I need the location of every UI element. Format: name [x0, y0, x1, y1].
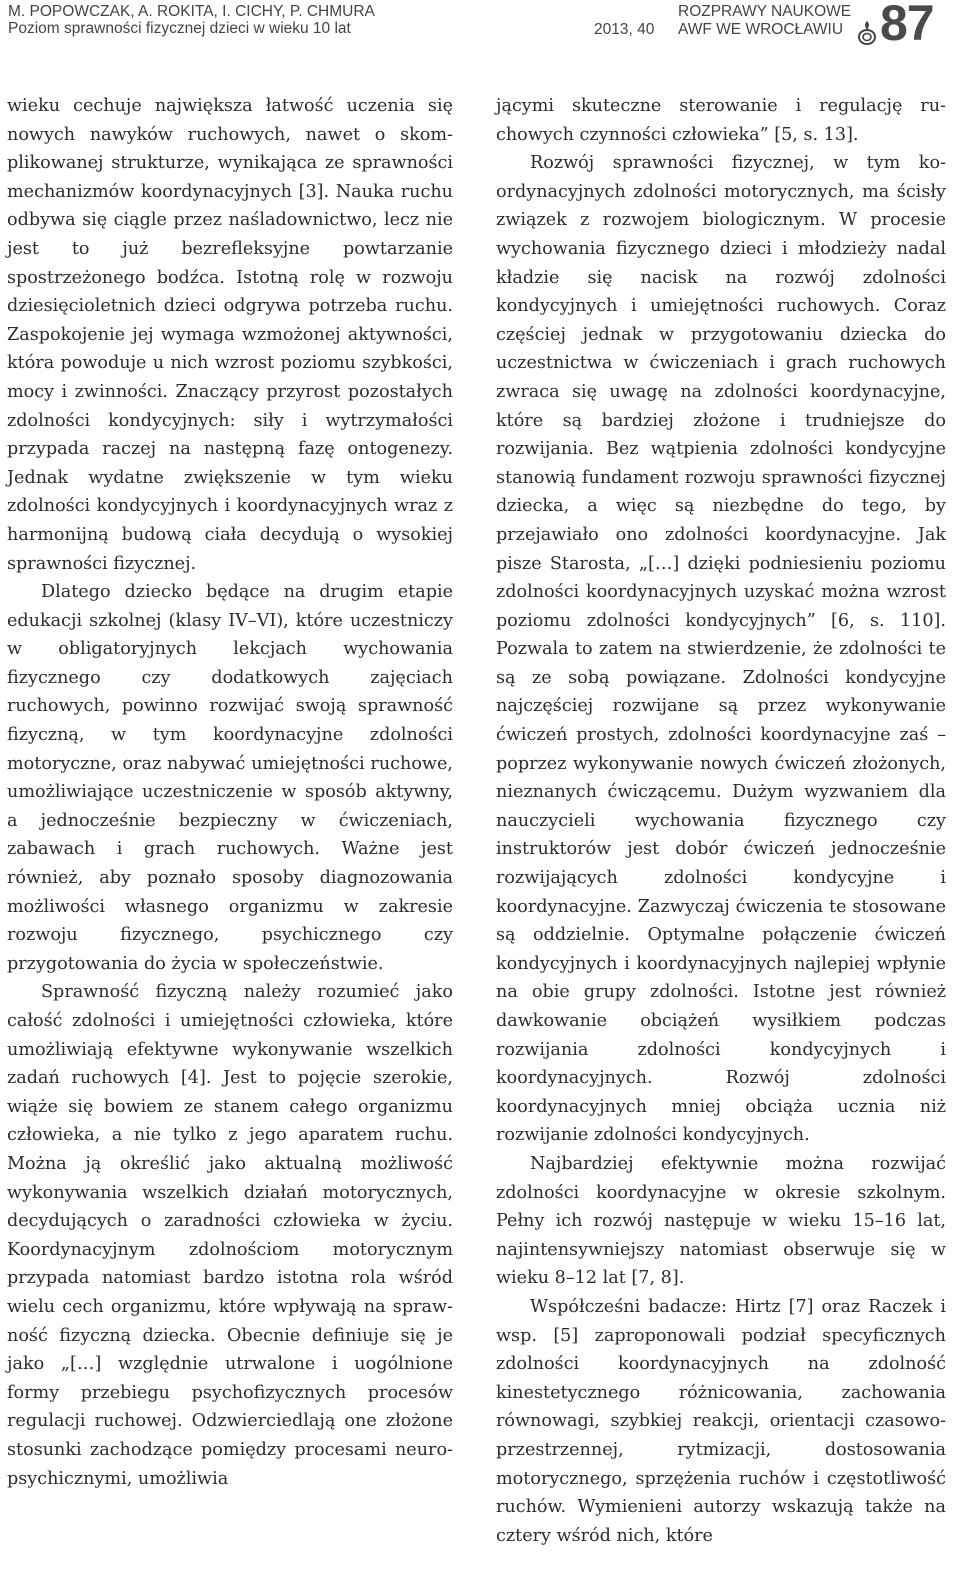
- journal-line-1: ROZPRAWY NAUKOWE: [678, 3, 852, 20]
- left-paragraph-1: wieku cechuje największa łatwość uczenia się nowych nawyków ruchowych, nawet o skomplikowanej strukturze, wynikająca ze sprawności mechanizmów koordynacyjnych [3]. Nauka ruchu odbywa się ciągle przez naśladownictwo, lecz nie jest to już bezrefleksyjne powtarzanie spostrzeżonego bodźca. Istotną rolę w rozwoju dziesięcioletnich dzieci odgrywa potrzeba ruchu. Zaspokojenie jej wymaga wzmożonej aktywności, która powoduje u nich wzrost poziomu szybkości, mocy i zwinności. Znaczący przyrost pozostałych zdolności kondycyjnych: siły i wytrzymałości przypada raczej na następną fazę ontogenezy. Jednak wydatne zwiększenie w tym wieku zdolności kondycyjnych i koordynacyjnych wraz z harmonijną budową ciała decydują o wysokiej sprawności fizycznej.: [7, 96, 453, 574]
- right-paragraph-1: jącymi skuteczne sterowanie i regulację ruchowych czynności człowieka” [5, s. 13].: [496, 96, 946, 145]
- running-header: [0, 0, 960, 52]
- header-journal-name: [678, 3, 851, 39]
- left-paragraph-2: Dlatego dziecko będące na drugim etapie edukacji szkolnej (klasy IV–VI), które uczestniczy w obligatoryjnych lekcjach wychowania fizycznego czy dodatkowych zajęciach ruchowych, powinno rozwijać swoją sprawność fizyczną, w tym koordynacyjne zdolności motoryczne, oraz nabywać umiejętności ruchowe, umożliwiające uczestniczenie w sposób aktywny, a jednocześnie bezpieczny w ćwiczeniach, zabawach i grach ruchowych. Ważne jest również, aby poznało sposoby diagnozowania możliwości własnego organizmu w zakresie rozwoju fizycznego, psychicznego czy przygotowania do życia w społeczeństwie.: [7, 582, 453, 974]
- journal-line-2: AWF WE WROCŁAWIU: [678, 21, 844, 38]
- left-paragraph-3: Sprawność fizyczną należy rozumieć jako całość zdolności i umiejętności człowieka, które umożliwiają efektywne wykonywanie wszelkich zadań ruchowych [4]. Jest to pojęcie szerokie, wiąże się bowiem ze stanem całego organizmu człowieka, a nie tylko z jego aparatem ruchu. Można ją określić jako aktualną możliwość wykonywania wszelkich działań motorycznych, decydujących o zaradności człowieka w życiu. Koordynacyjnym zdolnościom motorycznym przypada natomiast bardzo istotna rola wśród wielu cech organizmu, które wpływają na sprawność fizyczną dziecka. Obecnie definiuje się je jako „[…] względnie utrwalone i uogólnione formy przebiegu psychofizycznych procesów regulacji ruchowej. Odzwierciedlają one złożone stosunki zachodzące pomiędzy procesami neuro-psychicznymi, umożliwia: [7, 982, 453, 1489]
- right-paragraph-3: Najbardziej efektywnie można rozwijać zdolności koordynacyjne w okresie szkolnym. Pełny ich rozwój następuje w wieku 15–16 lat, najintensywniejszy natomiast obserwuje się w wieku 8–12 lat [7, 8].: [496, 1153, 946, 1289]
- right-paragraph-4: Współcześni badacze: Hirtz [7] oraz Raczek i wsp. [5] zaproponowali podział specyficznych zdolności koordynacyjnych na zdolność kinestetycznego różnicowania, zachowania równowagi, szybkiej reakcji, orientacji czasowo-przestrzennej, rytmizacji, dostosowania motorycznego, sprzężenia ruchów i częstotliwość ruchów. Wymienieni autorzy wskazują także na cztery wśród nich, które: [496, 1296, 946, 1546]
- header-authors: M. POPOWCZAK, A. ROKITA, I. CICHY, P. CHMURA: [8, 3, 375, 20]
- left-column: [7, 92, 453, 1493]
- header-year-volume: 2013, 40: [594, 21, 655, 38]
- header-article-title: Poziom sprawności fizycznej dzieci w wieku 10 lat: [8, 20, 351, 37]
- page-number: 87: [880, 0, 934, 51]
- right-paragraph-2: Rozwój sprawności fizycznej, w tym koordynacyjnych zdolności motorycznych, ma ścisły związek z rozwojem biologicznym. W procesie wychowania fizycznego dzieci i młodzieży nadal kładzie się nacisk na rozwój zdolności kondycyjnych i umiejętności ruchowych. Coraz częściej jednak w przygotowaniu dziecka do uczestnictwa w ćwiczeniach i grach ruchowych zwraca się uwagę na zdolności koordynacyjne, które są bardziej złożone i trudniejsze do rozwijania. Bez wątpienia zdolności kondycyjne stanowią fundament rozwoju sprawności fizycznej dziecka, a więc są niezbędne do tego, by przejawiało ono zdolności koordynacyjne. Jak pisze Starosta, „[…] dzięki podniesieniu poziomu zdolności koordynacyjnych uzyskać można wzrost poziomu zdolności kondycyjnych” [6, s. 110]. Pozwala to zatem na stwierdzenie, że zdolności te są ze sobą powiązane. Zdolności kondycyjne najczęściej rozwijane są przez wykonywanie ćwiczeń prostych, zdolności koordynacyjne zaś – poprzez wykonywanie nowych ćwiczeń złożonych, nieznanych ćwiczącemu. Dużym wyzwaniem dla nauczycieli wychowania fizycznego czy instruktorów jest dobór ćwiczeń jednocześnie rozwijających zdolności kondycyjne i koordynacyjne. Zazwyczaj ćwiczenia te stosowane są oddzielnie. Optymalne połączenie ćwiczeń kondycyjnych i koordynacyjnych najlepiej wpłynie na obie grupy zdolności. Istotne jest również dawkowanie obciążeń wysiłkiem podczas rozwijania zdolności kondycyjnych i koordynacyjnych. Rozwój zdolności koordynacyjnych mniej obciąża ucznia niż rozwijanie zdolności kondycyjnych.: [496, 153, 946, 1146]
- right-column: [496, 92, 946, 1550]
- journal-logo-icon: [856, 20, 878, 46]
